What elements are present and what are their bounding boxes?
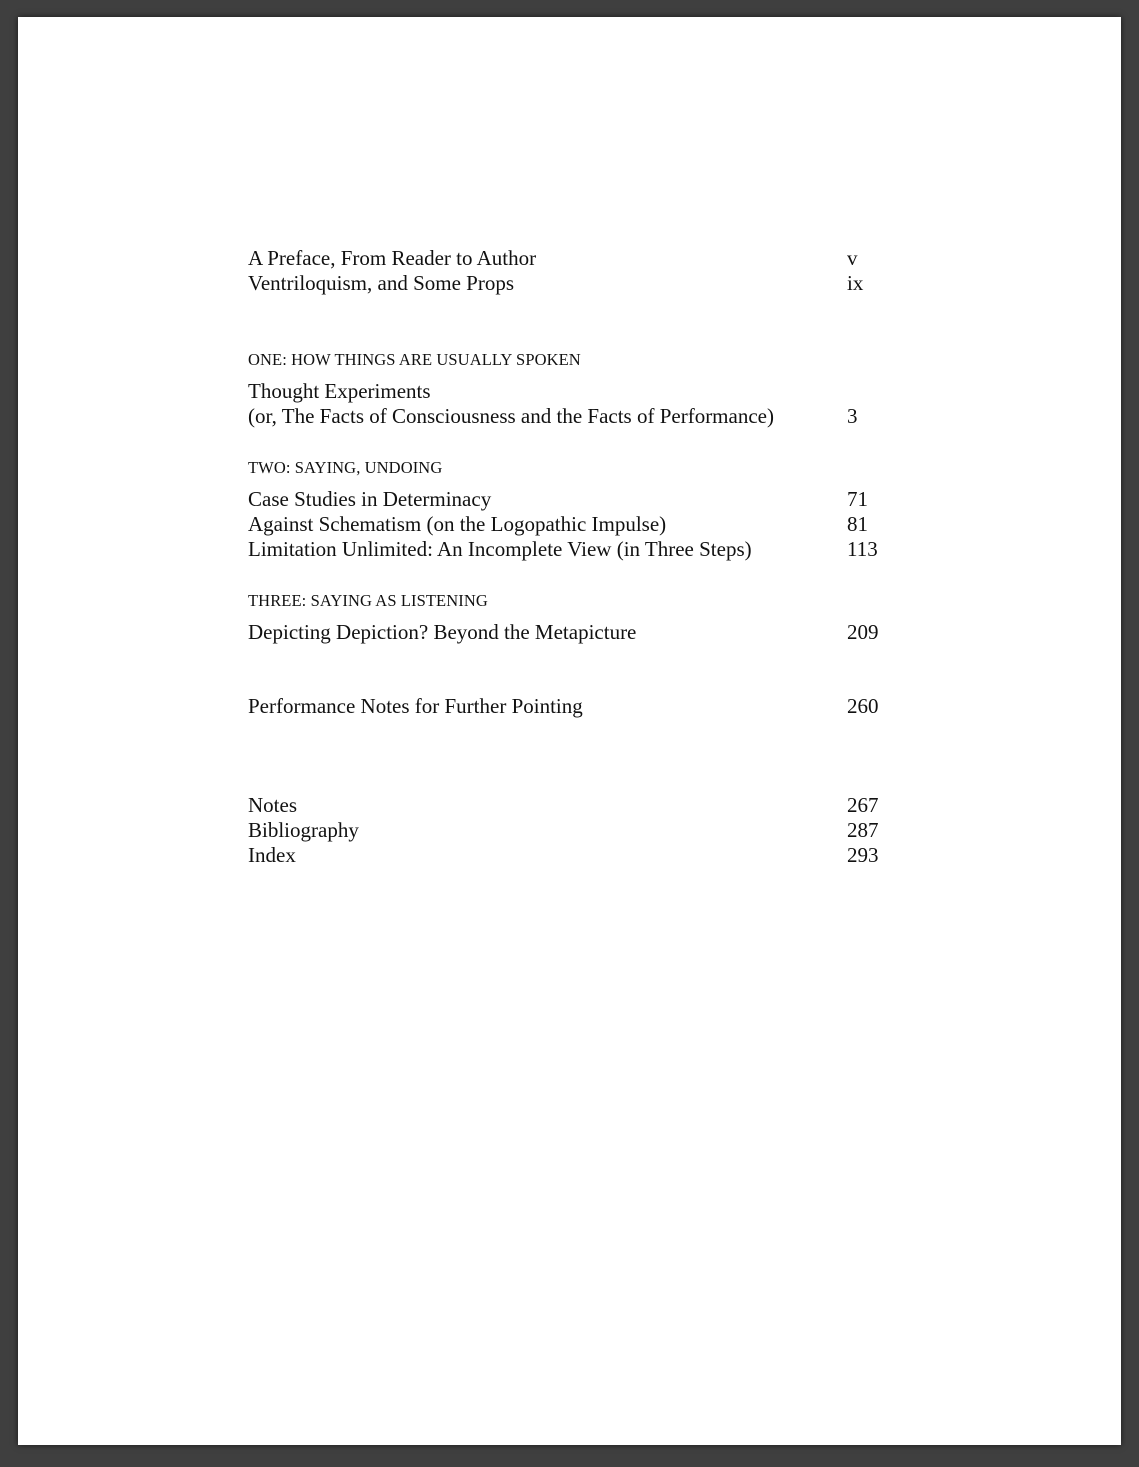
toc-entry-title: Depicting Depiction? Beyond the Metapicture: [248, 620, 637, 644]
toc-entry-afterword: [248, 694, 948, 719]
toc-entry-page: 267: [847, 793, 879, 817]
toc-entry-title: A Preface, From Reader to Author: [248, 246, 537, 270]
toc-entry-title: Performance Notes for Further Pointing: [248, 694, 583, 718]
toc-entry: [248, 487, 948, 512]
toc-entry: [248, 271, 948, 296]
toc-entry-title: Limitation Unlimited: An Incomplete View (in Three Steps): [248, 537, 752, 561]
part-heading: TWO: SAYING, UNDOING: [248, 458, 443, 477]
toc-entry-title: Index: [248, 843, 296, 867]
toc-entry-page: 209: [847, 620, 879, 644]
toc-entry-title: Notes: [248, 793, 297, 817]
part-heading: ONE: HOW THINGS ARE USUALLY SPOKEN: [248, 350, 581, 369]
toc-entry: [248, 404, 948, 429]
toc-entry: [248, 379, 948, 404]
toc-entry-title: Case Studies in Determinacy: [248, 487, 492, 511]
toc-entry-page: 287: [847, 818, 879, 842]
document-page: [18, 17, 1121, 1445]
table-of-contents: [248, 246, 948, 868]
toc-entry: [248, 843, 948, 868]
toc-entry: [248, 818, 948, 843]
toc-entry-page: ix: [847, 271, 864, 295]
toc-entry-page: 113: [847, 537, 878, 561]
toc-entry: [248, 537, 948, 562]
toc-entry: [248, 793, 948, 818]
toc-entry-page: 260: [847, 694, 879, 718]
toc-entry-page: 71: [847, 487, 868, 511]
toc-entry: [248, 512, 948, 537]
toc-entry-page: 3: [847, 404, 858, 428]
toc-entry-title: Ventriloquism, and Some Props: [248, 271, 514, 295]
toc-entry-page: v: [847, 246, 858, 270]
toc-entry-title: Against Schematism (on the Logopathic Impulse): [248, 512, 667, 536]
toc-entry-page: 293: [847, 843, 879, 867]
toc-entry-title: Bibliography: [248, 818, 359, 842]
toc-entry-title: (or, The Facts of Consciousness and the Facts of Performance): [248, 404, 774, 428]
toc-entry: [248, 246, 948, 271]
toc-entry-page: 81: [847, 512, 868, 536]
toc-entry: [248, 620, 948, 645]
part-heading: THREE: SAYING AS LISTENING: [248, 591, 488, 610]
toc-entry-title: Thought Experiments: [248, 379, 431, 403]
